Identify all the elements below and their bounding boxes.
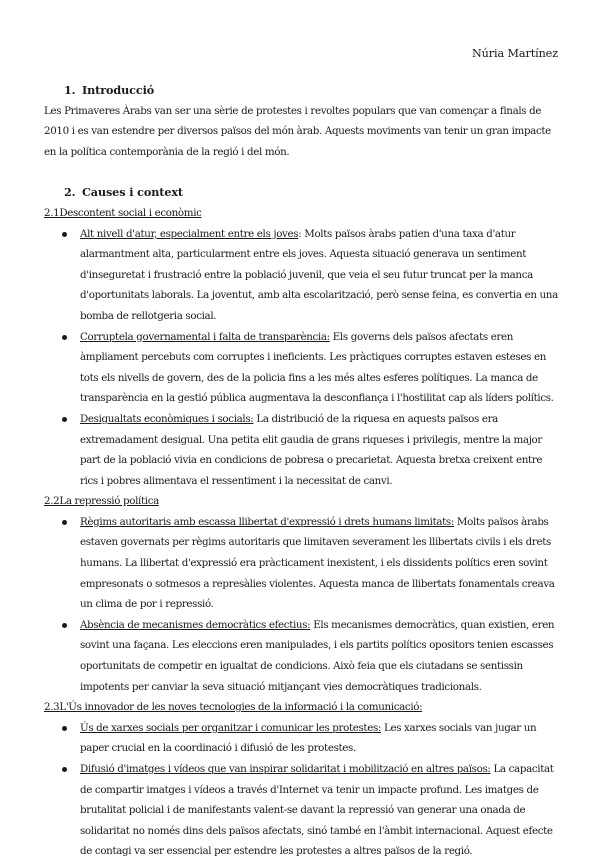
list-item	[44, 615, 562, 697]
subsection-heading-2-1: 2.1Descontent social i econòmic	[44, 206, 202, 219]
item-label: Difusió d'imatges i vídeos que van inspirar solidaritat i mobilització en altres països:	[80, 763, 491, 775]
item-label: Desigualtats econòmiques i socials:	[80, 412, 254, 425]
item-text: Molts països àrabs estaven governats per règims autoritaris que limitaven severament les llibertats civils i els drets humans. La llibertat d'expressió era pràcticament inexistent, i els dissidents polítics eren sovint empresonats o sotmesos a represàlies violentes. Aquesta manca de llibertats fonamentals creava un clima de por i repressió.	[80, 515, 555, 611]
bullet-icon	[62, 520, 67, 525]
item-label: Corruptela governamental i falta de transparència:	[80, 330, 330, 343]
section-number: 1.	[64, 83, 76, 97]
bullet-icon	[62, 767, 67, 772]
bullet-list-2-1	[44, 224, 562, 492]
author-name: Núria Martínez	[471, 47, 558, 60]
item-separator: :	[298, 227, 305, 240]
subsection-heading-2-2: 2.2La repressió política	[44, 495, 159, 508]
list-item	[44, 224, 562, 327]
bullet-list-2-3	[44, 718, 562, 862]
document-body	[44, 80, 562, 862]
bullet-icon	[62, 726, 67, 731]
item-text: La capacitat de compartir imatges i vídeos a través d'Internet va tenir un impacte profund. Les imatges de brutalitat policial i de manifestants valent-se davant la repressió van generar una onada de solidaritat no només dins dels països afectats, sinó també en l'àmbit internacional. Aquest efecte de contagi va ser essencial per estendre les protestes a altres països de la regió.	[80, 763, 554, 858]
section-heading-introduccio	[44, 80, 562, 101]
item-text: Les xarxes socials van jugar un paper crucial en la coordinació i difusió de les protestes.	[80, 721, 537, 755]
bullet-icon	[62, 335, 67, 340]
section-number: 2.	[64, 185, 76, 200]
item-label: Absència de mecanismes democràtics efectius:	[80, 618, 311, 631]
subsection-heading-2-3: 2.3L'Ús innovador de les noves tecnologies de la informació i la comunicació:	[44, 701, 423, 714]
bullet-list-2-2	[44, 512, 562, 697]
intro-paragraph: Les Primaveres Àrabs van ser una sèrie de protestes i revoltes populars que van començar a finals de 2010 i es van estendre per diversos països del món àrab. Aquests moviments van tenir un gran impacte en la política contemporània de la regió i del món.	[44, 104, 551, 158]
item-text: Els governs dels països afectats eren àmpliament percebuts com corruptes i ineficients. Les pràctiques corruptes estaven esteses en tots els nivells de govern, des de la policia fins a les més altes esferes polítiques. La manca de transparència en la gestió pública augmentava la desconfiança i l'hostilitat cap als líders polítics.	[80, 330, 554, 405]
item-text: Molts països àrabs patien d'una taxa d'atur alarmantment alta, particularment entre els joves. Aquesta situació generava un sentiment d'inseguretat i frustració entre la població juvenil, que veia el seu futur truncat per la manca d'oportunitats laborals. La joventut, amb alta escolarització, però sense feina, es convertia en una bomba de rellotgeria social.	[80, 227, 558, 322]
section-title: Causes i context	[82, 185, 183, 200]
item-label: Ús de xarxes socials per organitzar i comunicar les protestes:	[80, 721, 382, 734]
bullet-icon	[62, 417, 67, 422]
list-item	[44, 409, 562, 491]
list-item	[44, 718, 562, 759]
section-title: Introducció	[82, 83, 155, 97]
spacer	[44, 162, 562, 182]
item-label: Alt nivell d'atur, especialment entre els joves	[80, 227, 299, 240]
item-text: La distribució de la riquesa en aquests països era extremadament desigual. Una petita elit gaudia de grans riqueses i privilegis, mentre la major part de la població vivia en condicions de pobresa o precarietat. Aquesta bretxa creixent entre rics i pobres alimentava el ressentiment i la necessitat de canvi.	[80, 412, 543, 487]
list-item	[44, 512, 562, 615]
bullet-icon	[62, 623, 67, 628]
item-label: Règims autoritaris amb escassa llibertat d'expressió i drets humans limitats:	[80, 515, 454, 528]
list-item	[44, 759, 562, 862]
section-heading-causes	[44, 182, 562, 203]
list-item	[44, 327, 562, 409]
item-text: Els mecanismes democràtics, quan existien, eren sovint una façana. Les eleccions eren manipulades, i els partits polítics opositors tenien escasses oportunitats de competir en igualtat de condicions. Això feia que els ciutadans se sentissin impotents per canviar la seva situació mitjançant vies democràtiques tradicionals.	[80, 618, 555, 693]
bullet-icon	[62, 232, 67, 237]
